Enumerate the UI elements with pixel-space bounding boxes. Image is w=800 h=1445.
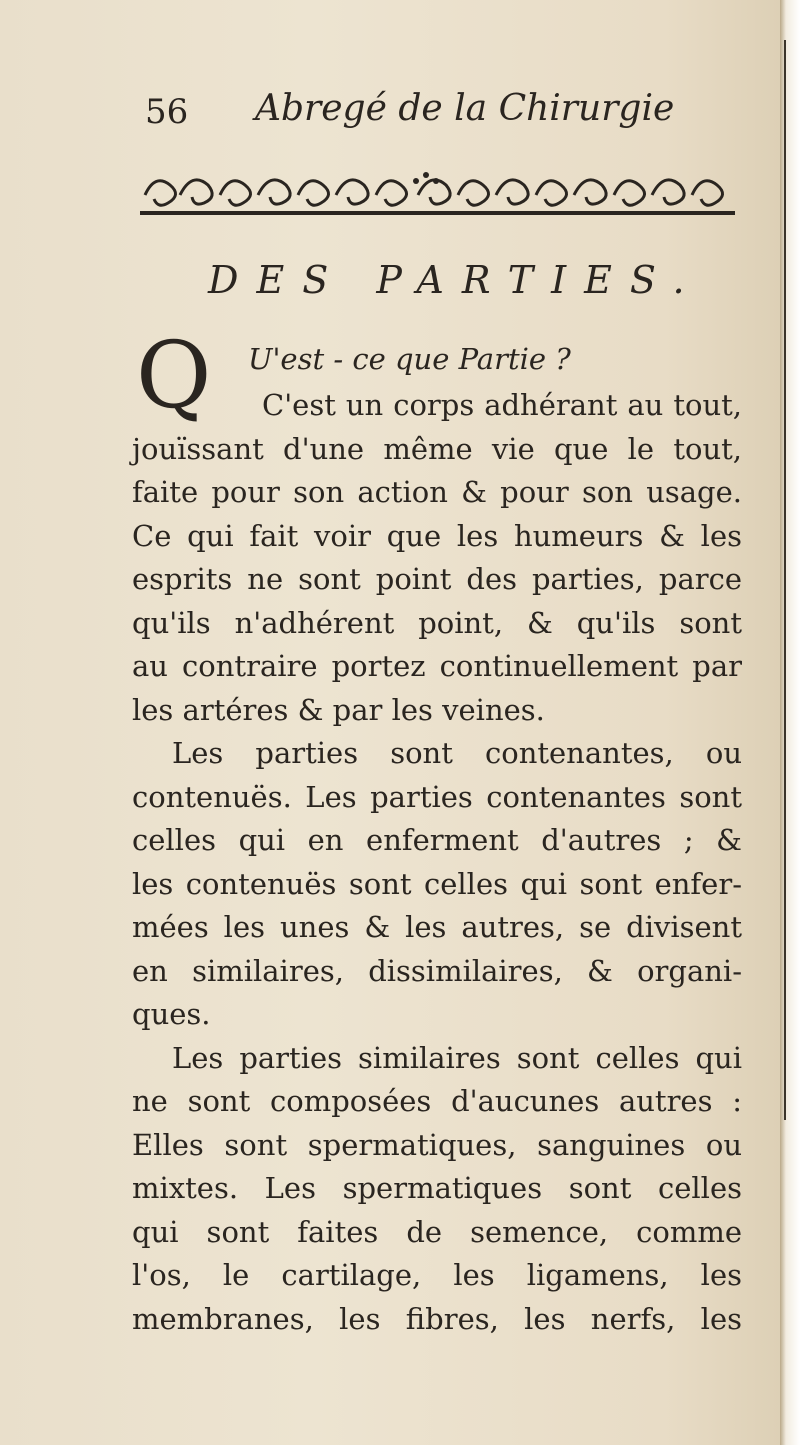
text-line: ques. <box>132 997 211 1031</box>
text-line: les artéres & par les veines. <box>132 692 545 727</box>
text-line: qu'ils n'adhérent point, & qu'ils sont <box>132 605 742 640</box>
text-line: membranes, les fibres, les nerfs, les <box>132 1301 742 1336</box>
text-line: les contenuës sont celles qui sont enfer- <box>132 866 742 901</box>
text-line: Les parties sont contenantes, ou <box>172 736 742 770</box>
text-line: mixtes. Les spermatiques sont celles <box>132 1171 742 1205</box>
text-line: l'os, le cartilage, les ligamens, les <box>132 1258 742 1292</box>
text-line: qui sont faites de semence, comme <box>132 1214 742 1249</box>
body-text <box>132 384 742 1341</box>
running-head <box>145 82 705 142</box>
text-line: faite pour son action & pour son usage. <box>132 475 742 509</box>
text-line: ne sont composées d'aucunes autres : <box>132 1084 742 1118</box>
page-edge-shadow <box>784 40 786 1120</box>
text-line: contenuës. Les parties contenantes sont <box>132 779 742 814</box>
text-line: en similaires, dissimilaires, & organi- <box>132 953 742 988</box>
text-line: C'est un corps adhérant au tout, <box>262 388 742 422</box>
page-number: 56 <box>145 92 189 132</box>
drop-cap: Q <box>136 322 212 429</box>
text-line: Elles sont spermatiques, sanguines ou <box>132 1127 742 1162</box>
text-line: au contraire portez continuellement par <box>132 649 742 683</box>
page-edge <box>780 0 800 1445</box>
text-line: celles qui en enferment d'autres ; & <box>132 823 742 857</box>
running-title: Abregé de la Chirurgie <box>255 88 675 129</box>
text-line: Les parties similaires sont celles qui <box>172 1040 742 1075</box>
ornament-band-icon <box>140 165 735 225</box>
text-line: jouïssant d'une même vie que le tout, <box>132 431 742 466</box>
text-line: Ce qui fait voir que les humeurs & les <box>132 518 742 553</box>
text-line: esprits ne sont point des parties, parce <box>132 562 742 596</box>
question-heading: U'est - ce que Partie ? <box>248 342 571 376</box>
text-line: mées les unes & les autres, se divisent <box>132 910 742 944</box>
section-title: DES PARTIES. <box>208 258 703 302</box>
